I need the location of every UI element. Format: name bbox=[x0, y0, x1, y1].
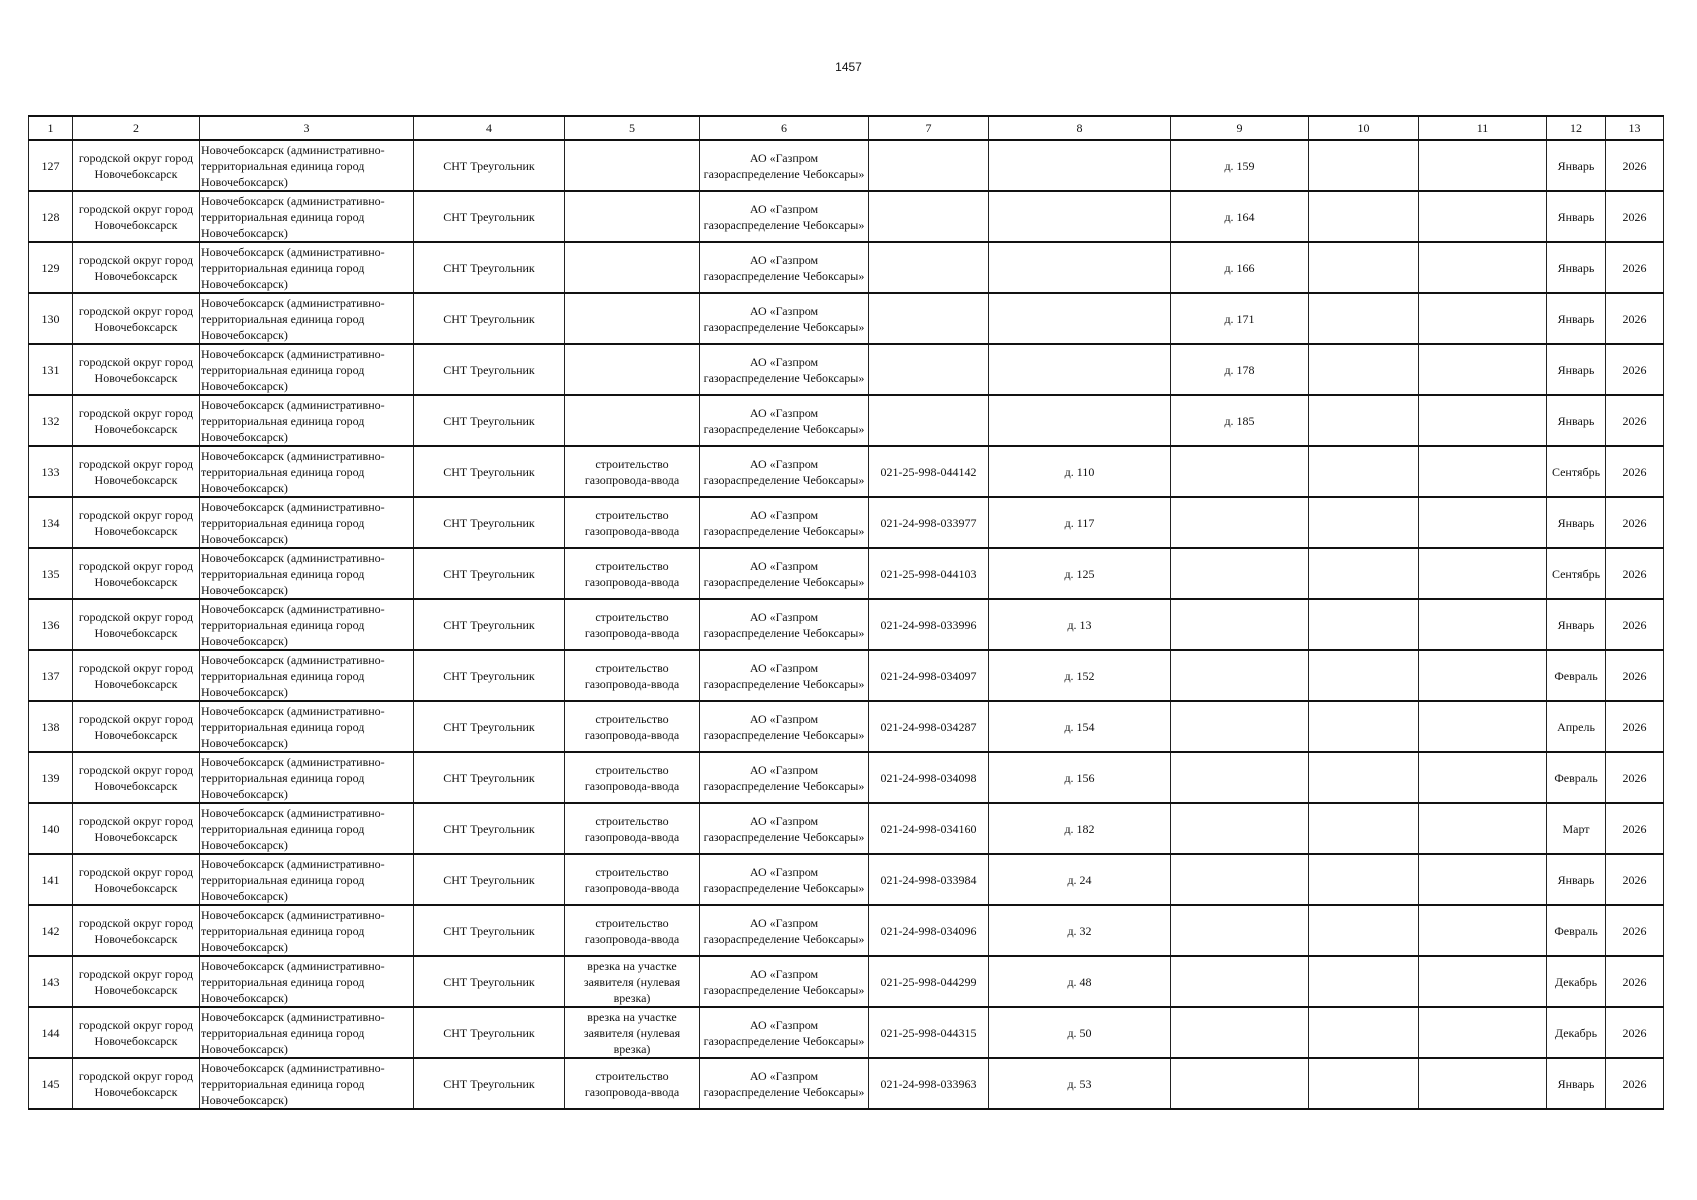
table-cell-col-8 bbox=[989, 293, 1171, 344]
table-cell-col-11 bbox=[1419, 344, 1547, 395]
table-cell-col-2: городской округ город Новочебоксарск bbox=[73, 293, 200, 344]
table-row bbox=[29, 344, 1664, 395]
table-cell-col-3: Новочебоксарск (административно-территориальная единица город Новочебоксарск) bbox=[200, 905, 414, 956]
table-cell-col-3: Новочебоксарск (административно-территориальная единица город Новочебоксарск) bbox=[200, 344, 414, 395]
table-cell-col-5: строительство газопровода-ввода bbox=[565, 497, 700, 548]
column-header-13: 13 bbox=[1606, 116, 1664, 140]
table-cell-col-12: Февраль bbox=[1547, 650, 1606, 701]
table-cell-col-1: 138 bbox=[29, 701, 73, 752]
table-cell-col-8: д. 50 bbox=[989, 1007, 1171, 1058]
table-cell-col-3: Новочебоксарск (административно-территориальная единица город Новочебоксарск) bbox=[200, 242, 414, 293]
table-cell-col-9 bbox=[1171, 854, 1309, 905]
table-cell-col-12: Январь bbox=[1547, 599, 1606, 650]
table-cell-col-1: 128 bbox=[29, 191, 73, 242]
table-cell-col-12: Сентябрь bbox=[1547, 548, 1606, 599]
table-cell-col-11 bbox=[1419, 956, 1547, 1007]
column-header-5: 5 bbox=[565, 116, 700, 140]
table-cell-col-11 bbox=[1419, 752, 1547, 803]
table-row bbox=[29, 599, 1664, 650]
table-cell-col-8: д. 32 bbox=[989, 905, 1171, 956]
column-header-10: 10 bbox=[1309, 116, 1419, 140]
table-cell-col-4: СНТ Треугольник bbox=[414, 905, 565, 956]
table-cell-col-9 bbox=[1171, 701, 1309, 752]
table-cell-col-10 bbox=[1309, 1058, 1419, 1109]
table-cell-col-2: городской округ город Новочебоксарск bbox=[73, 803, 200, 854]
table-cell-col-12: Январь bbox=[1547, 242, 1606, 293]
table-cell-col-12: Декабрь bbox=[1547, 1007, 1606, 1058]
table-cell-col-10 bbox=[1309, 1007, 1419, 1058]
table-cell-col-2: городской округ город Новочебоксарск bbox=[73, 701, 200, 752]
table-cell-col-3: Новочебоксарск (административно-территориальная единица город Новочебоксарск) bbox=[200, 599, 414, 650]
table-cell-col-2: городской округ город Новочебоксарск bbox=[73, 548, 200, 599]
table-cell-col-8: д. 24 bbox=[989, 854, 1171, 905]
table-cell-col-5 bbox=[565, 293, 700, 344]
table-cell-col-3: Новочебоксарск (административно-территориальная единица город Новочебоксарск) bbox=[200, 140, 414, 191]
table-row bbox=[29, 854, 1664, 905]
table-cell-col-8: д. 156 bbox=[989, 752, 1171, 803]
table-cell-col-8 bbox=[989, 140, 1171, 191]
table-cell-col-13: 2026 bbox=[1606, 497, 1664, 548]
table-cell-col-1: 145 bbox=[29, 1058, 73, 1109]
table-cell-col-1: 127 bbox=[29, 140, 73, 191]
table-cell-col-13: 2026 bbox=[1606, 395, 1664, 446]
column-header-11: 11 bbox=[1419, 116, 1547, 140]
table-cell-col-6: АО «Газпром газораспределение Чебоксары» bbox=[700, 446, 869, 497]
table-cell-col-5 bbox=[565, 395, 700, 446]
table-cell-col-2: городской округ город Новочебоксарск bbox=[73, 497, 200, 548]
table-cell-col-4: СНТ Треугольник bbox=[414, 446, 565, 497]
table-cell-col-3: Новочебоксарск (административно-территориальная единица город Новочебоксарск) bbox=[200, 1007, 414, 1058]
table-cell-col-6: АО «Газпром газораспределение Чебоксары» bbox=[700, 497, 869, 548]
table-cell-col-6: АО «Газпром газораспределение Чебоксары» bbox=[700, 701, 869, 752]
table-cell-col-7: 021-24-998-033963 bbox=[869, 1058, 989, 1109]
table-cell-col-3: Новочебоксарск (административно-территориальная единица город Новочебоксарск) bbox=[200, 701, 414, 752]
table-cell-col-11 bbox=[1419, 293, 1547, 344]
table-cell-col-5: строительство газопровода-ввода bbox=[565, 599, 700, 650]
table-cell-col-6: АО «Газпром газораспределение Чебоксары» bbox=[700, 191, 869, 242]
table-cell-col-1: 133 bbox=[29, 446, 73, 497]
table-cell-col-10 bbox=[1309, 446, 1419, 497]
table-cell-col-7 bbox=[869, 242, 989, 293]
table-cell-col-13: 2026 bbox=[1606, 1058, 1664, 1109]
table-cell-col-11 bbox=[1419, 803, 1547, 854]
table-cell-col-9 bbox=[1171, 803, 1309, 854]
table-cell-col-10 bbox=[1309, 344, 1419, 395]
table-cell-col-13: 2026 bbox=[1606, 803, 1664, 854]
table-cell-col-8: д. 152 bbox=[989, 650, 1171, 701]
table-cell-col-12: Январь bbox=[1547, 140, 1606, 191]
table-row bbox=[29, 497, 1664, 548]
table-cell-col-6: АО «Газпром газораспределение Чебоксары» bbox=[700, 752, 869, 803]
table-cell-col-4: СНТ Треугольник bbox=[414, 752, 565, 803]
table-cell-col-10 bbox=[1309, 701, 1419, 752]
table-cell-col-12: Январь bbox=[1547, 854, 1606, 905]
table-cell-col-12: Февраль bbox=[1547, 752, 1606, 803]
table-cell-col-9: д. 159 bbox=[1171, 140, 1309, 191]
table-cell-col-6: АО «Газпром газораспределение Чебоксары» bbox=[700, 599, 869, 650]
table-row bbox=[29, 752, 1664, 803]
table-cell-col-3: Новочебоксарск (административно-территориальная единица город Новочебоксарск) bbox=[200, 854, 414, 905]
table-cell-col-9 bbox=[1171, 548, 1309, 599]
table-cell-col-12: Апрель bbox=[1547, 701, 1606, 752]
table-cell-col-3: Новочебоксарск (административно-территориальная единица город Новочебоксарск) bbox=[200, 293, 414, 344]
table-cell-col-8 bbox=[989, 395, 1171, 446]
table-cell-col-9 bbox=[1171, 497, 1309, 548]
table-cell-col-4: СНТ Треугольник bbox=[414, 140, 565, 191]
column-header-9: 9 bbox=[1171, 116, 1309, 140]
column-header-1: 1 bbox=[29, 116, 73, 140]
table-cell-col-3: Новочебоксарск (административно-территориальная единица город Новочебоксарск) bbox=[200, 752, 414, 803]
table-cell-col-3: Новочебоксарск (административно-территориальная единица город Новочебоксарск) bbox=[200, 1058, 414, 1109]
table-cell-col-9 bbox=[1171, 905, 1309, 956]
table-row bbox=[29, 191, 1664, 242]
table-cell-col-10 bbox=[1309, 395, 1419, 446]
table-cell-col-10 bbox=[1309, 242, 1419, 293]
table-cell-col-4: СНТ Треугольник bbox=[414, 1058, 565, 1109]
column-header-3: 3 bbox=[200, 116, 414, 140]
table-cell-col-3: Новочебоксарск (административно-территориальная единица город Новочебоксарск) bbox=[200, 956, 414, 1007]
table-cell-col-8 bbox=[989, 344, 1171, 395]
table-cell-col-10 bbox=[1309, 854, 1419, 905]
table-row bbox=[29, 650, 1664, 701]
table-cell-col-3: Новочебоксарск (административно-территориальная единица город Новочебоксарск) bbox=[200, 803, 414, 854]
table-cell-col-6: АО «Газпром газораспределение Чебоксары» bbox=[700, 140, 869, 191]
table-cell-col-12: Январь bbox=[1547, 1058, 1606, 1109]
table-cell-col-13: 2026 bbox=[1606, 293, 1664, 344]
table-cell-col-1: 130 bbox=[29, 293, 73, 344]
table-cell-col-8: д. 110 bbox=[989, 446, 1171, 497]
table-cell-col-7: 021-24-998-034096 bbox=[869, 905, 989, 956]
table-cell-col-12: Январь bbox=[1547, 497, 1606, 548]
table-cell-col-13: 2026 bbox=[1606, 446, 1664, 497]
table-cell-col-3: Новочебоксарск (административно-территориальная единица город Новочебоксарск) bbox=[200, 191, 414, 242]
table-cell-col-2: городской округ город Новочебоксарск bbox=[73, 191, 200, 242]
table-cell-col-10 bbox=[1309, 140, 1419, 191]
table-row bbox=[29, 701, 1664, 752]
table-cell-col-13: 2026 bbox=[1606, 191, 1664, 242]
gasification-register-table bbox=[28, 115, 1664, 1110]
table-cell-col-8: д. 182 bbox=[989, 803, 1171, 854]
table-cell-col-7: 021-25-998-044142 bbox=[869, 446, 989, 497]
table-cell-col-3: Новочебоксарск (административно-территориальная единица город Новочебоксарск) bbox=[200, 548, 414, 599]
table-cell-col-10 bbox=[1309, 650, 1419, 701]
table-cell-col-11 bbox=[1419, 1007, 1547, 1058]
table-row bbox=[29, 548, 1664, 599]
table-cell-col-6: АО «Газпром газораспределение Чебоксары» bbox=[700, 344, 869, 395]
table-cell-col-2: городской округ город Новочебоксарск bbox=[73, 905, 200, 956]
table-cell-col-11 bbox=[1419, 701, 1547, 752]
column-header-4: 4 bbox=[414, 116, 565, 140]
table-cell-col-6: АО «Газпром газораспределение Чебоксары» bbox=[700, 1058, 869, 1109]
table-cell-col-10 bbox=[1309, 497, 1419, 548]
table-cell-col-13: 2026 bbox=[1606, 752, 1664, 803]
table-cell-col-2: городской округ город Новочебоксарск bbox=[73, 650, 200, 701]
table-cell-col-5: строительство газопровода-ввода bbox=[565, 854, 700, 905]
table-cell-col-7: 021-25-998-044103 bbox=[869, 548, 989, 599]
table-cell-col-12: Февраль bbox=[1547, 905, 1606, 956]
table-cell-col-2: городской округ город Новочебоксарск bbox=[73, 242, 200, 293]
table-row bbox=[29, 242, 1664, 293]
table-cell-col-12: Январь bbox=[1547, 344, 1606, 395]
table-cell-col-4: СНТ Треугольник bbox=[414, 803, 565, 854]
table-cell-col-7: 021-24-998-034287 bbox=[869, 701, 989, 752]
table-cell-col-13: 2026 bbox=[1606, 701, 1664, 752]
table-cell-col-8 bbox=[989, 242, 1171, 293]
table-cell-col-13: 2026 bbox=[1606, 956, 1664, 1007]
table-cell-col-4: СНТ Треугольник bbox=[414, 497, 565, 548]
table-cell-col-6: АО «Газпром газораспределение Чебоксары» bbox=[700, 956, 869, 1007]
table-cell-col-7 bbox=[869, 293, 989, 344]
table-cell-col-12: Январь bbox=[1547, 191, 1606, 242]
table-cell-col-10 bbox=[1309, 752, 1419, 803]
table-cell-col-9: д. 166 bbox=[1171, 242, 1309, 293]
table-cell-col-1: 139 bbox=[29, 752, 73, 803]
table-cell-col-13: 2026 bbox=[1606, 344, 1664, 395]
table-cell-col-9: д. 171 bbox=[1171, 293, 1309, 344]
table-cell-col-7: 021-24-998-034097 bbox=[869, 650, 989, 701]
table-cell-col-2: городской округ город Новочебоксарск bbox=[73, 599, 200, 650]
table-cell-col-13: 2026 bbox=[1606, 242, 1664, 293]
table-cell-col-5 bbox=[565, 344, 700, 395]
table-cell-col-6: АО «Газпром газораспределение Чебоксары» bbox=[700, 548, 869, 599]
table-cell-col-5: строительство газопровода-ввода bbox=[565, 1058, 700, 1109]
table-cell-col-4: СНТ Треугольник bbox=[414, 650, 565, 701]
table-cell-col-9 bbox=[1171, 752, 1309, 803]
table-cell-col-4: СНТ Треугольник bbox=[414, 293, 565, 344]
table-cell-col-1: 140 bbox=[29, 803, 73, 854]
table-cell-col-9 bbox=[1171, 446, 1309, 497]
table-cell-col-11 bbox=[1419, 242, 1547, 293]
table-cell-col-11 bbox=[1419, 497, 1547, 548]
column-header-12: 12 bbox=[1547, 116, 1606, 140]
table-cell-col-11 bbox=[1419, 650, 1547, 701]
table-cell-col-9 bbox=[1171, 650, 1309, 701]
table-row bbox=[29, 905, 1664, 956]
table-cell-col-11 bbox=[1419, 1058, 1547, 1109]
table-cell-col-10 bbox=[1309, 956, 1419, 1007]
table-cell-col-11 bbox=[1419, 395, 1547, 446]
table-cell-col-1: 136 bbox=[29, 599, 73, 650]
column-header-6: 6 bbox=[700, 116, 869, 140]
table-cell-col-4: СНТ Треугольник bbox=[414, 344, 565, 395]
table-cell-col-12: Март bbox=[1547, 803, 1606, 854]
table-cell-col-1: 129 bbox=[29, 242, 73, 293]
table-cell-col-9 bbox=[1171, 956, 1309, 1007]
table-cell-col-9 bbox=[1171, 599, 1309, 650]
table-row bbox=[29, 293, 1664, 344]
table-row bbox=[29, 956, 1664, 1007]
table-cell-col-7: 021-24-998-034098 bbox=[869, 752, 989, 803]
table-cell-col-6: АО «Газпром газораспределение Чебоксары» bbox=[700, 650, 869, 701]
table-cell-col-11 bbox=[1419, 548, 1547, 599]
table-cell-col-10 bbox=[1309, 599, 1419, 650]
table-cell-col-4: СНТ Треугольник bbox=[414, 395, 565, 446]
table-cell-col-1: 141 bbox=[29, 854, 73, 905]
table-cell-col-5 bbox=[565, 191, 700, 242]
table-cell-col-11 bbox=[1419, 599, 1547, 650]
table-cell-col-3: Новочебоксарск (административно-территориальная единица город Новочебоксарск) bbox=[200, 395, 414, 446]
table-cell-col-8: д. 48 bbox=[989, 956, 1171, 1007]
table-cell-col-5: строительство газопровода-ввода bbox=[565, 752, 700, 803]
table-cell-col-4: СНТ Треугольник bbox=[414, 854, 565, 905]
table-cell-col-7: 021-24-998-034160 bbox=[869, 803, 989, 854]
table-cell-col-9: д. 185 bbox=[1171, 395, 1309, 446]
table-cell-col-7: 021-25-998-044299 bbox=[869, 956, 989, 1007]
table-cell-col-5: строительство газопровода-ввода bbox=[565, 701, 700, 752]
table-cell-col-8: д. 53 bbox=[989, 1058, 1171, 1109]
table-cell-col-1: 142 bbox=[29, 905, 73, 956]
column-number-header-row bbox=[29, 116, 1664, 140]
table-cell-col-5: строительство газопровода-ввода bbox=[565, 905, 700, 956]
table-cell-col-13: 2026 bbox=[1606, 1007, 1664, 1058]
table-cell-col-4: СНТ Треугольник bbox=[414, 599, 565, 650]
table-cell-col-7 bbox=[869, 395, 989, 446]
table-cell-col-2: городской округ город Новочебоксарск bbox=[73, 854, 200, 905]
table-cell-col-7: 021-24-998-033996 bbox=[869, 599, 989, 650]
table-cell-col-1: 135 bbox=[29, 548, 73, 599]
table-cell-col-5: строительство газопровода-ввода bbox=[565, 446, 700, 497]
table-cell-col-7: 021-24-998-033984 bbox=[869, 854, 989, 905]
table-cell-col-2: городской округ город Новочебоксарск bbox=[73, 395, 200, 446]
table-cell-col-4: СНТ Треугольник bbox=[414, 548, 565, 599]
table-cell-col-12: Декабрь bbox=[1547, 956, 1606, 1007]
table-cell-col-1: 132 bbox=[29, 395, 73, 446]
table-cell-col-4: СНТ Треугольник bbox=[414, 701, 565, 752]
table-cell-col-7 bbox=[869, 191, 989, 242]
table-cell-col-6: АО «Газпром газораспределение Чебоксары» bbox=[700, 905, 869, 956]
table-cell-col-2: городской округ город Новочебоксарск bbox=[73, 752, 200, 803]
table-cell-col-5: строительство газопровода-ввода bbox=[565, 803, 700, 854]
table-cell-col-9: д. 178 bbox=[1171, 344, 1309, 395]
table-cell-col-4: СНТ Треугольник bbox=[414, 242, 565, 293]
table-cell-col-4: СНТ Треугольник bbox=[414, 956, 565, 1007]
column-header-7: 7 bbox=[869, 116, 989, 140]
table-cell-col-12: Сентябрь bbox=[1547, 446, 1606, 497]
table-cell-col-3: Новочебоксарск (административно-территориальная единица город Новочебоксарск) bbox=[200, 650, 414, 701]
table-cell-col-8 bbox=[989, 191, 1171, 242]
table-cell-col-6: АО «Газпром газораспределение Чебоксары» bbox=[700, 1007, 869, 1058]
table-cell-col-13: 2026 bbox=[1606, 905, 1664, 956]
column-header-8: 8 bbox=[989, 116, 1171, 140]
table-cell-col-5: строительство газопровода-ввода bbox=[565, 650, 700, 701]
table-cell-col-13: 2026 bbox=[1606, 548, 1664, 599]
table-cell-col-4: СНТ Треугольник bbox=[414, 191, 565, 242]
table-row bbox=[29, 1007, 1664, 1058]
table-cell-col-9 bbox=[1171, 1058, 1309, 1109]
table-cell-col-13: 2026 bbox=[1606, 650, 1664, 701]
table-cell-col-8: д. 154 bbox=[989, 701, 1171, 752]
table-cell-col-11 bbox=[1419, 446, 1547, 497]
table-cell-col-11 bbox=[1419, 140, 1547, 191]
table-cell-col-11 bbox=[1419, 905, 1547, 956]
table-cell-col-11 bbox=[1419, 854, 1547, 905]
table-cell-col-12: Январь bbox=[1547, 293, 1606, 344]
table-cell-col-11 bbox=[1419, 191, 1547, 242]
table-cell-col-6: АО «Газпром газораспределение Чебоксары» bbox=[700, 242, 869, 293]
table-cell-col-5: врезка на участке заявителя (нулевая врезка) bbox=[565, 1007, 700, 1058]
table-cell-col-2: городской округ город Новочебоксарск bbox=[73, 140, 200, 191]
table-cell-col-13: 2026 bbox=[1606, 854, 1664, 905]
table-row bbox=[29, 1058, 1664, 1109]
table-cell-col-5 bbox=[565, 242, 700, 293]
table-body bbox=[29, 140, 1664, 1109]
table-cell-col-12: Январь bbox=[1547, 395, 1606, 446]
table-cell-col-5: строительство газопровода-ввода bbox=[565, 548, 700, 599]
table-cell-col-8: д. 13 bbox=[989, 599, 1171, 650]
column-header-2: 2 bbox=[73, 116, 200, 140]
table-cell-col-7 bbox=[869, 140, 989, 191]
table-cell-col-1: 144 bbox=[29, 1007, 73, 1058]
table-cell-col-10 bbox=[1309, 191, 1419, 242]
table-cell-col-8: д. 125 bbox=[989, 548, 1171, 599]
table-cell-col-2: городской округ город Новочебоксарск bbox=[73, 956, 200, 1007]
table-cell-col-6: АО «Газпром газораспределение Чебоксары» bbox=[700, 854, 869, 905]
table-cell-col-1: 134 bbox=[29, 497, 73, 548]
table-cell-col-10 bbox=[1309, 905, 1419, 956]
table-cell-col-13: 2026 bbox=[1606, 599, 1664, 650]
table-cell-col-1: 131 bbox=[29, 344, 73, 395]
table-cell-col-5 bbox=[565, 140, 700, 191]
table-row bbox=[29, 446, 1664, 497]
table-cell-col-2: городской округ город Новочебоксарск bbox=[73, 446, 200, 497]
table-cell-col-6: АО «Газпром газораспределение Чебоксары» bbox=[700, 293, 869, 344]
table-cell-col-10 bbox=[1309, 293, 1419, 344]
table-cell-col-9: д. 164 bbox=[1171, 191, 1309, 242]
table-cell-col-1: 143 bbox=[29, 956, 73, 1007]
table-cell-col-6: АО «Газпром газораспределение Чебоксары» bbox=[700, 803, 869, 854]
table-cell-col-2: городской округ город Новочебоксарск bbox=[73, 344, 200, 395]
table-cell-col-6: АО «Газпром газораспределение Чебоксары» bbox=[700, 395, 869, 446]
table-cell-col-8: д. 117 bbox=[989, 497, 1171, 548]
table-cell-col-10 bbox=[1309, 803, 1419, 854]
table-cell-col-7 bbox=[869, 344, 989, 395]
table-row bbox=[29, 395, 1664, 446]
table-cell-col-4: СНТ Треугольник bbox=[414, 1007, 565, 1058]
table-row bbox=[29, 803, 1664, 854]
table-row bbox=[29, 140, 1664, 191]
table-cell-col-9 bbox=[1171, 1007, 1309, 1058]
table-cell-col-2: городской округ город Новочебоксарск bbox=[73, 1007, 200, 1058]
table-cell-col-5: врезка на участке заявителя (нулевая врезка) bbox=[565, 956, 700, 1007]
table-cell-col-3: Новочебоксарск (административно-территориальная единица город Новочебоксарск) bbox=[200, 497, 414, 548]
table-cell-col-1: 137 bbox=[29, 650, 73, 701]
table-cell-col-10 bbox=[1309, 548, 1419, 599]
table-cell-col-7: 021-25-998-044315 bbox=[869, 1007, 989, 1058]
table-cell-col-13: 2026 bbox=[1606, 140, 1664, 191]
table-cell-col-2: городской округ город Новочебоксарск bbox=[73, 1058, 200, 1109]
page-number: 1457 bbox=[835, 60, 862, 74]
table-cell-col-7: 021-24-998-033977 bbox=[869, 497, 989, 548]
table-cell-col-3: Новочебоксарск (административно-территориальная единица город Новочебоксарск) bbox=[200, 446, 414, 497]
